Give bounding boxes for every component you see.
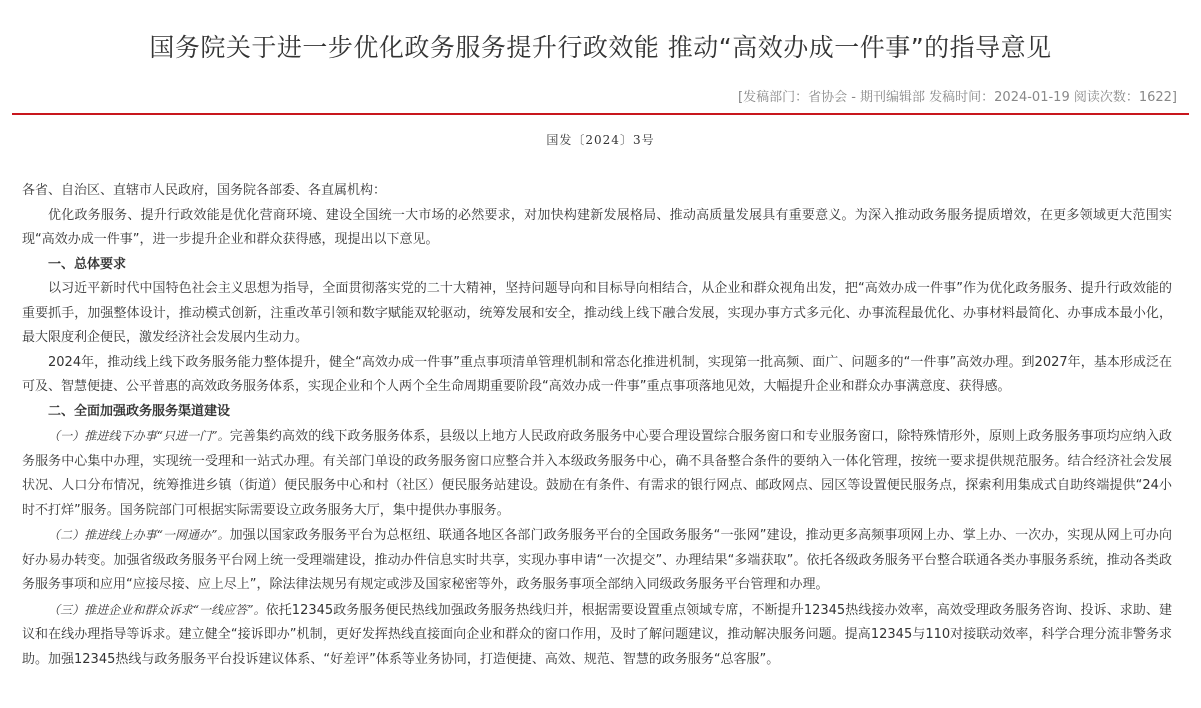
title-divider	[12, 113, 1189, 115]
paragraph-online-service	[22, 523, 1172, 598]
subsection-lead-1: （一）推进线下办事“只进一门”。	[48, 429, 230, 443]
subsection-text-1: 完善集约高效的线下政务服务体系，县级以上地方人民政府政务服务中心要合理设置综合服务窗口和专业服务窗口，除特殊情形外，原则上政务服务事项均应纳入政务服务中心集中办理，实现统一受理和一站式办理。有关部门单设的政务服务窗口应整合并入本级政务服务中心，确不具备整合条件的要纳入一体化管理，按统一要求提供规范服务。结合经济社会发展状况、人口分布情况，统筹推进乡镇（街道）便民服务中心和村（社区）便民服务站建设。鼓励在有条件、有需求的银行网点、邮政网点、园区等设置便民服务点，探索利用集成式自助终端提供“24小时不打烊”服务。国务院部门可根据实际需要设立政务服务大厅，集中提供办事服务。	[22, 429, 1172, 518]
subsection-lead-3: （三）推进企业和群众诉求“一线应答”。	[48, 602, 266, 617]
paragraph-goals: 2024年，推动线上线下政务服务能力整体提升，健全“高效办成一件事”重点事项清单管理机制和常态化推进机制，实现第一批高频、面广、问题多的“一件事”高效办理。到2027年，基本形成泛在可及、智慧便捷、公平普惠的高效政务服务体系，实现企业和个人两个全生命周期重要阶段“高效办成一件事”重点事项落地见效，大幅提升企业和群众办事满意度、获得感。	[22, 354, 1172, 394]
subsection-lead-2: （二）推进线上办事“一网通办”。	[48, 528, 230, 542]
article-body	[22, 179, 1172, 672]
article-meta: [发稿部门：省协会 - 期刊编辑部 发稿时间：2024-01-19 阅读次数：1622]	[738, 90, 1177, 105]
subsection-text-2: 加强以国家政务服务平台为总枢纽、联通各地区各部门政务服务平台的全国政务服务“一张网”建设，推动更多高频事项网上办、掌上办、一次办，实现从网上可办向好办易办转变。加强省级政务服务平台网上统一受理端建设，推动办件信息实时共享，实现办事申请“一次提交”、办理结果“多端获取”。依托各级政务服务平台整合联通各类办事服务系统，推动各类政务服务事项和应用“应接尽接、应上尽上”，除法律法规另有规定或涉及国家秘密等外，政务服务事项全部纳入同级政务服务平台管理和办理。	[22, 528, 1172, 592]
section-heading-2: 二、全面加强政务服务渠道建设	[48, 403, 231, 419]
paragraph-offline-service	[22, 424, 1172, 523]
section-heading-1: 一、总体要求	[48, 256, 127, 272]
paragraph-hotline-service	[22, 598, 1172, 673]
intro-paragraph: 优化政务服务、提升行政效能是优化营商环境、建设全国统一大市场的必然要求，对加快构建新发展格局、推动高质量发展具有重要意义。为深入推动政务服务提质增效，在更多领域更大范围实现“高效办成一件事”，进一步提升企业和群众获得感，现提出以下意见。	[22, 207, 1172, 247]
paragraph-guiding-principle: 以习近平新时代中国特色社会主义思想为指导，全面贯彻落实党的二十大精神，坚持问题导向和目标导向相结合，从企业和群众视角出发，把“高效办成一件事”作为优化政务服务、提升行政效能的重要抓手，加强整体设计，推动模式创新，注重改革引领和数字赋能双轮驱动，统筹发展和安全，推动线上线下融合发展，实现办事方式多元化、办事流程最优化、办事材料最简化、办事成本最小化，最大限度利企便民，激发经济社会发展内生动力。	[22, 281, 1172, 345]
document-number: 国发〔2024〕3号	[546, 133, 655, 147]
salutation: 各省、自治区、直辖市人民政府，国务院各部委、各直属机构：	[22, 183, 387, 198]
article-title: 国务院关于进一步优化政务服务提升行政效能 推动“高效办成一件事”的指导意见	[149, 33, 1052, 62]
subsection-text-3: 依托12345政务服务便民热线加强政务服务热线归并，根据需要设置重点领域专席，不断提升12345热线接办效率，高效受理政务服务咨询、投诉、求助、建议和在线办理指导等诉求。建立健全“接诉即办”机制，更好发挥热线直接面向企业和群众的窗口作用，及时了解问题建议，推动解决服务问题。提高12345与110对接联动效率，科学合理分流非警务求助。加强12345热线与政务服务平台投诉建议体系、“好差评”体系等业务协同，打造便捷、高效、规范、智慧的政务服务“总客服”。	[22, 602, 1172, 667]
